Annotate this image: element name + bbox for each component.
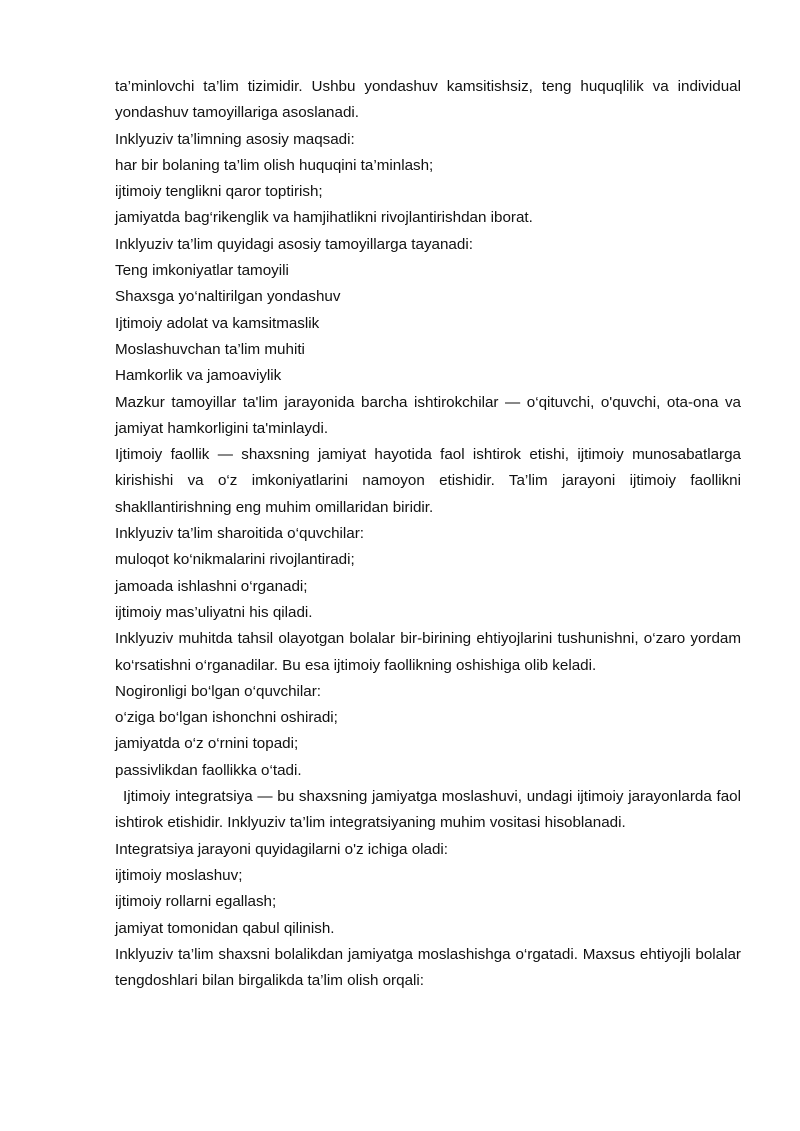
paragraph-social-integration: Ijtimoiy integratsiya — bu shaxsning jamiyatga moslashuvi, undagi ijtimoiy jarayonlarda faol ishtirok etishidir. Inklyuziv ta’lim integratsiyaning muhim vositasi hisoblanadi.	[115, 788, 741, 832]
paragraph-intro: ta’minlovchi ta’lim tizimidir. Ushbu yondashuv kamsitishsiz, teng huquqlilik va individual yondashuv tamoyillariga asoslanadi.	[115, 78, 741, 122]
paragraph-principles-summary: Mazkur tamoyillar ta'lim jarayonida barcha ishtirokchilar — o‘qituvchi, o'quvchi, ota-ona va jamiyat hamkorligini ta'minlaydi.	[115, 393, 741, 437]
paragraph-closing: Inklyuziv ta’lim shaxsni bolalikdan jamiyatga moslashishga o‘rgatadi. Maxsus ehtiyojli bolalar tengdoshlari bilan birgalikda ta’lim olish orqali:	[115, 945, 741, 990]
list-item: jamiyatda o‘z o‘rnini topadi;	[115, 735, 299, 753]
list-item: ijtimoiy tenglikni qaror toptirish;	[115, 183, 323, 201]
list-item: Moslashuvchan ta’lim muhiti	[115, 340, 305, 358]
paragraph-social-activity: Ijtimoiy faollik — shaxsning jamiyat hayotida faol ishtirok etishi, ijtimoiy munosabatlarga kirishishi va o‘z imkoniyatlarini namoyon etishidir. Ta’lim jarayoni ijtimoiy faollikni shakllantirishning eng muhim omillaridan biridir.	[115, 446, 741, 516]
list-item: jamiyat tomonidan qabul qilinish.	[115, 919, 335, 937]
list-item: Ijtimoiy adolat va kamsitmaslik	[115, 314, 320, 332]
heading-students: Inklyuziv ta’lim sharoitida o‘quvchilar:	[115, 525, 365, 543]
list-item: Shaxsga yo‘naltirilgan yondashuv	[115, 288, 341, 306]
list-item: har bir bolaning ta’lim olish huquqini ta’minlash;	[115, 156, 434, 174]
list-item: Teng imkoniyatlar tamoyili	[115, 262, 289, 280]
list-item: jamoada ishlashni o‘rganadi;	[115, 577, 308, 595]
heading-principles: Inklyuziv ta’lim quyidagi asosiy tamoyillarga tayanadi:	[115, 235, 473, 253]
list-item: ijtimoiy mas’uliyatni his qiladi.	[115, 603, 313, 621]
heading-integration-process: Integratsiya jarayoni quyidagilarni o'z ichiga oladi:	[115, 840, 448, 858]
list-item: passivlikdan faollikka o‘tadi.	[115, 761, 302, 779]
list-item: muloqot ko‘nikmalarini rivojlantiradi;	[115, 551, 355, 569]
list-item: ijtimoiy rollarni egallash;	[115, 893, 277, 911]
document-page	[115, 74, 741, 994]
paragraph-inclusive-environment: Inklyuziv muhitda tahsil olayotgan bolalar bir-birining ehtiyojlarini tushunishni, o‘zaro yordam ko‘rsatishni o‘rganadilar. Bu esa ijtimoiy faollikning oshishiga olib keladi.	[115, 630, 741, 674]
heading-main-goal: Inklyuziv ta’limning asosiy maqsadi:	[115, 130, 355, 148]
list-item: ijtimoiy moslashuv;	[115, 866, 243, 884]
list-item: o‘ziga bo‘lgan ishonchni oshiradi;	[115, 709, 338, 727]
list-item: jamiyatda bag‘rikenglik va hamjihatlikni rivojlantirishdan iborat.	[115, 209, 533, 227]
list-item: Hamkorlik va jamoaviylik	[115, 367, 282, 385]
heading-disabled-students: Nogironligi bo‘lgan o‘quvchilar:	[115, 682, 321, 700]
